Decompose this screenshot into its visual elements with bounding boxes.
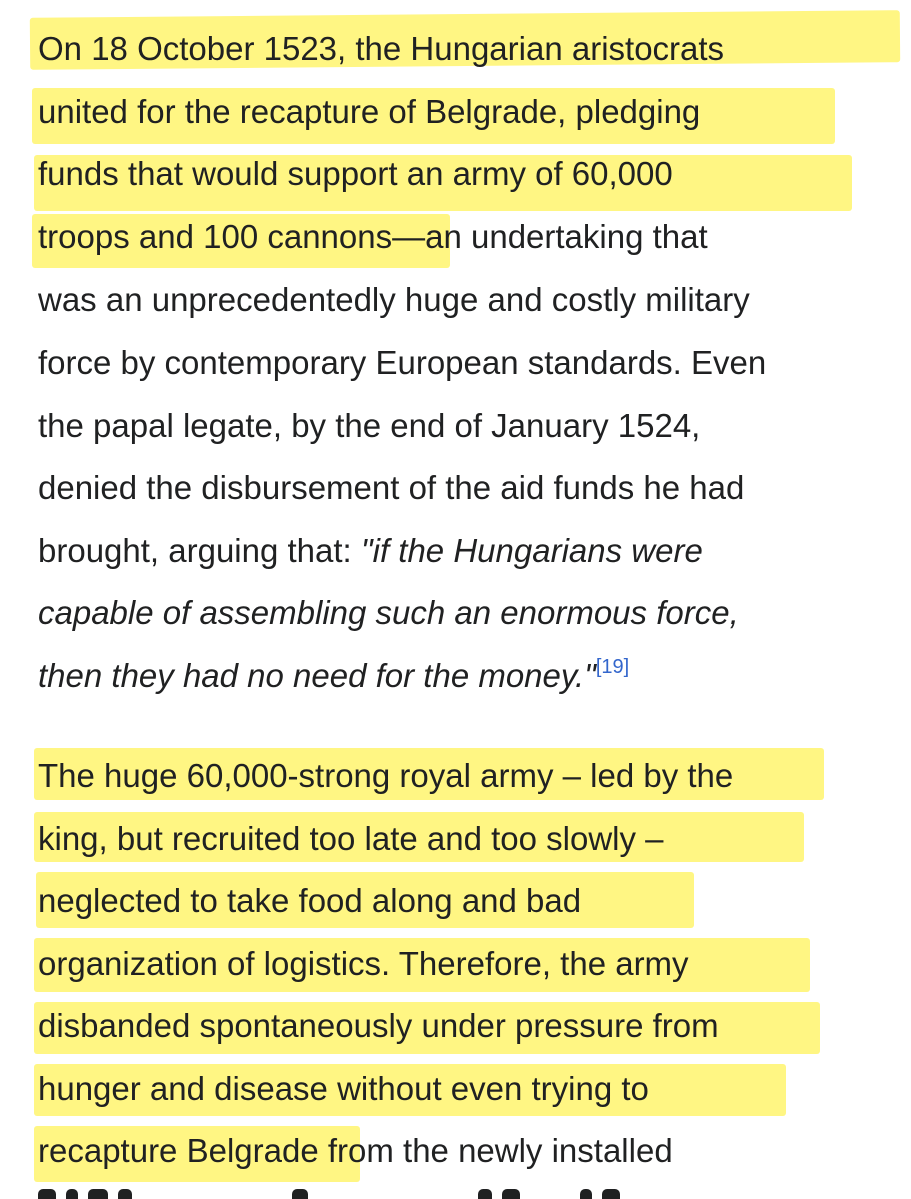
text-line (38, 654, 629, 698)
text-line: force by contemporary European standards. Even (38, 344, 767, 381)
text-line: neglected to take food along and bad (38, 882, 582, 919)
quotation-text: then they had no need for the money." (38, 657, 596, 694)
cut-off-text-line (38, 1186, 630, 1199)
text-line: On 18 October 1523, the Hungarian aristocrats (38, 30, 725, 67)
text-line (38, 1129, 673, 1173)
text-line: was an unprecedentedly huge and costly military (38, 281, 750, 318)
text-line: funds that would support an army of 60,000 (38, 155, 673, 192)
text-line: denied the disbursement of the aid funds he had (38, 469, 745, 506)
text-span: from the newly installed (318, 1132, 673, 1169)
citation-link[interactable]: [19] (595, 656, 630, 678)
text-line: hunger and disease without even trying to (38, 1070, 649, 1107)
text-span: —an undertaking that (392, 218, 708, 255)
quotation-text: "if the Hungarians were (360, 532, 703, 569)
quotation-text: capable of assembling such an enormous force, (38, 594, 739, 631)
text-span: brought, arguing that: (38, 532, 361, 569)
text-line: united for the recapture of Belgrade, pledging (38, 93, 701, 130)
highlighted-text: troops and 100 cannons (38, 218, 393, 255)
text-line (38, 529, 703, 573)
text-line: the papal legate, by the end of January 1524, (38, 407, 701, 444)
text-line: disbanded spontaneously under pressure from (38, 1007, 719, 1044)
text-line: The huge 60,000-strong royal army – led by the (38, 757, 734, 794)
text-line: organization of logistics. Therefore, the army (38, 945, 689, 982)
highlighted-text: recapture Belgrade (38, 1132, 319, 1169)
text-line (38, 215, 708, 259)
text-line: king, but recruited too late and too slowly – (38, 820, 664, 857)
